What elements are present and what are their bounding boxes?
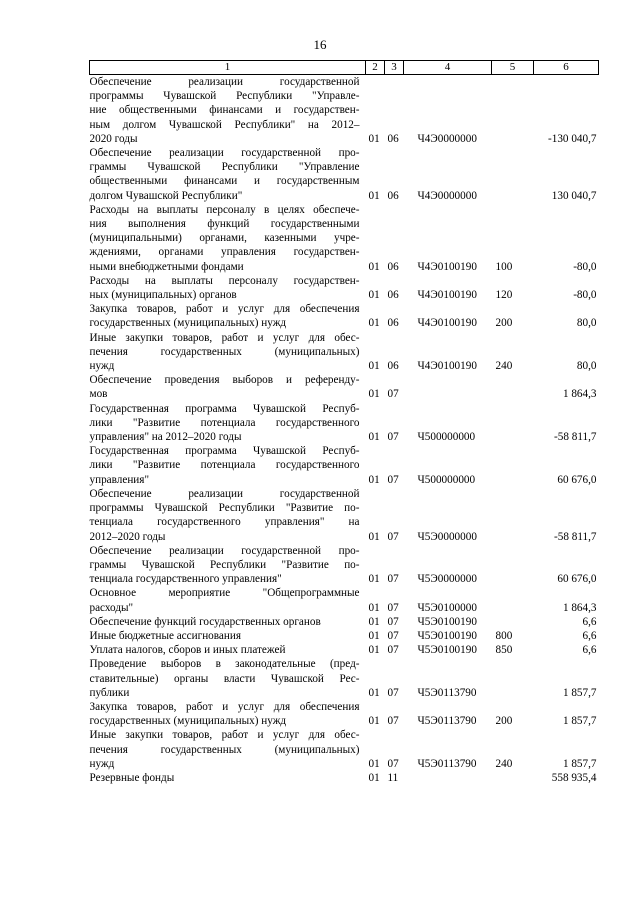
row-name-line: Обеспечение функций государственных органов [89, 615, 321, 628]
row-name-cell [90, 203, 366, 274]
row-razdel: 01 [368, 132, 380, 145]
row-name-line: граммы Чувашской Республики "Управление [89, 161, 360, 174]
header-row [90, 61, 599, 75]
row-csr [404, 771, 492, 785]
table-row [90, 203, 599, 274]
row-csr: Ч4Э0100190 [417, 360, 477, 373]
row-csr [404, 373, 492, 401]
row-name-line: Обеспечение реализации государственной про- [89, 147, 360, 160]
row-name-line: Закупка товаров, работ и услуг для обеспечения [89, 303, 360, 316]
row-amount: 80,0 [576, 317, 597, 330]
row-vr [492, 444, 534, 487]
row-name-line: ние общественными финансами и государствен- [89, 104, 360, 117]
row-podrazdel: 07 [387, 757, 399, 770]
row-name-cell [90, 643, 366, 657]
col-header-amount: 6 [534, 61, 599, 75]
row-csr: Ч5Э0100190 [417, 615, 477, 628]
row-razdel: 01 [368, 686, 380, 699]
row-name-line: Обеспечение реализации государственной про- [89, 544, 360, 557]
row-name-cell [90, 402, 366, 445]
row-podrazdel: 07 [387, 715, 399, 728]
row-podrazdel: 07 [387, 431, 399, 444]
row-name-line: Иные закупки товаров, работ и услуг для обес- [89, 331, 360, 344]
row-amount: 1 857,7 [562, 686, 597, 699]
row-podrazdel: 07 [387, 644, 399, 657]
row-csr: Ч5Э0113790 [417, 686, 477, 699]
row-name-cell [90, 586, 366, 614]
row-csr: Ч500000000 [417, 473, 476, 486]
table-row [90, 274, 599, 302]
table-row [90, 728, 599, 771]
row-name-cell [90, 728, 366, 771]
row-name-cell [90, 771, 366, 785]
row-amount: -80,0 [573, 289, 597, 302]
row-podrazdel: 07 [387, 629, 399, 642]
row-podrazdel: 06 [387, 317, 399, 330]
table-row [90, 629, 599, 643]
table-body [90, 75, 599, 786]
row-podrazdel: 07 [387, 686, 399, 699]
row-csr: Ч4Э0100190 [417, 317, 477, 330]
row-name-line: программы Чувашской Республики "Управле- [89, 90, 360, 103]
table-row [90, 331, 599, 374]
row-name-line: государственных (муниципальных) нужд [89, 715, 287, 728]
row-name-line: граммы Чувашской Республики "Развитие по- [89, 558, 360, 571]
row-name-line: управления" на 2012–2020 годы [89, 431, 242, 444]
row-amount: 60 676,0 [557, 573, 597, 586]
row-amount: 1 864,3 [562, 388, 597, 401]
row-razdel: 01 [368, 317, 380, 330]
row-name-line: ными внебюджетными фондами [89, 260, 244, 273]
row-vr [492, 146, 534, 203]
row-vr: 240 [495, 360, 513, 373]
row-vr: 120 [495, 289, 513, 302]
row-razdel: 01 [368, 473, 380, 486]
row-name-line: нужд [89, 757, 115, 770]
row-name-line: Проведение выборов в законодательные (пред- [89, 658, 360, 671]
row-name-cell [90, 544, 366, 587]
row-amount: 1 857,7 [562, 715, 597, 728]
row-razdel: 01 [368, 771, 380, 784]
row-name-line: (муниципальными) органами, казенными учре- [89, 232, 360, 245]
row-razdel: 01 [368, 388, 380, 401]
row-name-line: Закупка товаров, работ и услуг для обеспечения [89, 700, 360, 713]
row-amount: 6,6 [582, 644, 597, 657]
row-amount: 6,6 [582, 629, 597, 642]
row-amount: 6,6 [582, 615, 597, 628]
row-amount: -130 040,7 [548, 132, 597, 145]
row-vr [492, 544, 534, 587]
row-amount: 1 857,7 [562, 757, 597, 770]
row-csr: Ч4Э0000000 [417, 189, 477, 202]
col-header-razdel: 2 [366, 61, 385, 75]
row-podrazdel: 07 [387, 573, 399, 586]
row-name-line: общественными финансами и государственным [89, 175, 360, 188]
row-name-line: лики "Развитие потенциала государственного [89, 459, 360, 472]
row-name-line: Расходы на выплаты персоналу в целях обеспече- [89, 203, 360, 216]
table-row [90, 75, 599, 147]
table-row [90, 146, 599, 203]
row-name-line: ждениями, органами управления государствен- [89, 246, 360, 259]
table-row [90, 586, 599, 614]
row-vr: 100 [495, 260, 513, 273]
row-vr: 850 [495, 644, 513, 657]
row-razdel: 01 [368, 289, 380, 302]
row-name-cell [90, 274, 366, 302]
row-name-line: Государственная программа Чувашской Респуб- [89, 402, 360, 415]
row-name-cell [90, 700, 366, 728]
table-row [90, 487, 599, 544]
row-podrazdel: 07 [387, 530, 399, 543]
row-name-cell [90, 657, 366, 700]
row-amount: 60 676,0 [557, 473, 597, 486]
row-name-line: государственных (муниципальных) нужд [89, 317, 287, 330]
row-name-line: Иные бюджетные ассигнования [89, 629, 241, 642]
row-name-line: Иные закупки товаров, работ и услуг для обес- [89, 729, 360, 742]
row-vr: 200 [495, 317, 513, 330]
row-name-cell [90, 75, 366, 147]
row-razdel: 01 [368, 431, 380, 444]
row-razdel: 01 [368, 601, 380, 614]
row-podrazdel: 07 [387, 615, 399, 628]
row-amount: 558 935,4 [551, 771, 597, 784]
col-header-vr: 5 [492, 61, 534, 75]
col-header-csr: 4 [404, 61, 492, 75]
row-name-line: Государственная программа Чувашской Респуб- [89, 445, 360, 458]
row-csr: Ч5Э0113790 [417, 715, 477, 728]
budget-table [89, 60, 599, 785]
row-podrazdel: 07 [387, 473, 399, 486]
row-name-line: долгом Чувашской Республики" [89, 189, 243, 202]
table-header [90, 61, 599, 75]
row-razdel: 01 [368, 615, 380, 628]
row-csr: Ч4Э0000000 [417, 132, 477, 145]
row-vr [492, 657, 534, 700]
row-name-line: Резервные фонды [89, 771, 175, 784]
row-amount: -80,0 [573, 260, 597, 273]
row-name-cell [90, 373, 366, 401]
row-name-line: ных (муниципальных) органов [89, 289, 237, 302]
row-podrazdel: 11 [387, 771, 399, 784]
row-vr [492, 615, 534, 629]
row-name-line: Расходы на выплаты персоналу государствен- [89, 274, 360, 287]
table-row [90, 615, 599, 629]
row-amount: 130 040,7 [551, 189, 597, 202]
row-name-line: расходы" [89, 601, 134, 614]
row-name-line: Обеспечение проведения выборов и референду- [89, 374, 360, 387]
row-name-line: Обеспечение реализации государственной [89, 76, 360, 88]
row-amount: 1 864,3 [562, 601, 597, 614]
table-row [90, 544, 599, 587]
row-razdel: 01 [368, 360, 380, 373]
row-vr [492, 586, 534, 614]
row-podrazdel: 06 [387, 132, 399, 145]
row-vr: 800 [495, 629, 513, 642]
row-csr: Ч5Э0113790 [417, 757, 477, 770]
row-csr: Ч5Э0100190 [417, 644, 477, 657]
table-row [90, 302, 599, 330]
row-vr: 240 [495, 757, 513, 770]
table-row [90, 643, 599, 657]
row-name-line: ставительные) органы власти Чувашской Рес- [89, 672, 360, 685]
row-name-line: тенциала государственного управления" на [89, 516, 360, 529]
row-podrazdel: 06 [387, 189, 399, 202]
table-row [90, 657, 599, 700]
row-amount: -58 811,7 [554, 530, 597, 543]
table-row [90, 402, 599, 445]
row-razdel: 01 [368, 644, 380, 657]
row-name-line: Основное мероприятие "Общепрограммные [89, 587, 360, 600]
table-row [90, 700, 599, 728]
row-csr: Ч5Э0100000 [417, 601, 477, 614]
row-csr: Ч4Э0100190 [417, 289, 477, 302]
col-header-podrazdel: 3 [385, 61, 404, 75]
row-podrazdel: 06 [387, 289, 399, 302]
row-name-cell [90, 487, 366, 544]
row-name-line: ния выполнения функций государственными [89, 218, 360, 231]
row-podrazdel: 06 [387, 260, 399, 273]
row-razdel: 01 [368, 573, 380, 586]
row-razdel: 01 [368, 530, 380, 543]
row-name-cell [90, 331, 366, 374]
row-name-cell [90, 615, 366, 629]
row-razdel: 01 [368, 757, 380, 770]
row-name-line: тенциала государственного управления" [89, 573, 282, 586]
row-name-line: печения государственных (муниципальных) [89, 345, 360, 358]
row-name-line: печения государственных (муниципальных) [89, 743, 360, 756]
row-name-line: 2020 годы [89, 132, 138, 145]
row-amount: -58 811,7 [554, 431, 597, 444]
row-csr: Ч5Э0000000 [417, 573, 477, 586]
row-razdel: 01 [368, 260, 380, 273]
row-vr [492, 373, 534, 401]
row-csr: Ч500000000 [417, 431, 476, 444]
row-vr [492, 771, 534, 785]
row-csr: Ч5Э0100190 [417, 629, 477, 642]
row-vr [492, 402, 534, 445]
row-name-line: лики "Развитие потенциала государственного [89, 416, 360, 429]
row-name-line: Уплата налогов, сборов и иных платежей [89, 644, 286, 657]
table-row [90, 373, 599, 401]
row-name-cell [90, 302, 366, 330]
row-name-cell [90, 629, 366, 643]
table-row [90, 771, 599, 785]
row-name-line: программы Чувашской Республики "Развитие по- [89, 502, 360, 515]
row-name-line: нужд [89, 360, 115, 373]
row-amount: 80,0 [576, 360, 597, 373]
row-vr [492, 75, 534, 147]
row-razdel: 01 [368, 715, 380, 728]
row-name-line: ным долгом Чувашской Республики" на 2012– [89, 118, 360, 131]
row-csr: Ч4Э0100190 [417, 260, 477, 273]
row-name-cell [90, 146, 366, 203]
row-razdel: 01 [368, 629, 380, 642]
row-name-line: публики [89, 686, 130, 699]
row-vr: 200 [495, 715, 513, 728]
col-header-name: 1 [90, 61, 366, 75]
row-vr [492, 487, 534, 544]
row-name-line: Обеспечение реализации государственной [89, 487, 360, 500]
row-podrazdel: 07 [387, 601, 399, 614]
row-podrazdel: 06 [387, 360, 399, 373]
row-name-line: 2012–2020 годы [89, 530, 166, 543]
row-csr: Ч5Э0000000 [417, 530, 477, 543]
row-podrazdel: 07 [387, 388, 399, 401]
page-number: 16 [313, 37, 327, 52]
row-name-line: мов [89, 388, 108, 401]
row-razdel: 01 [368, 189, 380, 202]
row-name-cell [90, 444, 366, 487]
row-name-line: управления" [89, 473, 150, 486]
table-row [90, 444, 599, 487]
